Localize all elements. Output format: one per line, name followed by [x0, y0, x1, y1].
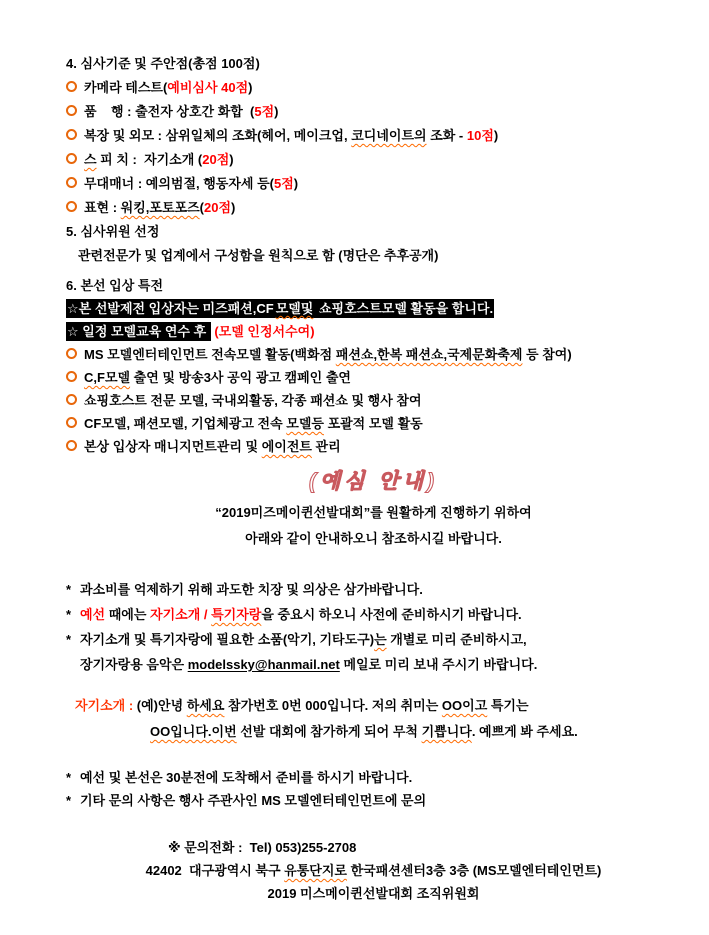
note-line — [66, 652, 681, 677]
heading-line — [66, 220, 681, 244]
title-line — [66, 466, 681, 500]
text-segment: 자기소개 / — [150, 607, 212, 622]
text-segment: CF모델, 패션모델, 기업체광고 전속 — [84, 416, 287, 431]
text-segment: OO이고 — [441, 698, 488, 713]
text-segment: 모델등 — [286, 416, 324, 431]
text-segment: ※ 문의전화 : Tel) 053)255-2708 — [168, 840, 357, 855]
text-segment: 워킹,포토포즈 — [120, 200, 200, 215]
section-arrival — [66, 766, 681, 812]
highlight-line — [66, 297, 681, 320]
text-segment: ) — [231, 200, 236, 215]
center-line — [66, 882, 681, 905]
indent-line — [66, 244, 681, 268]
text-segment: 특기는 — [487, 698, 529, 713]
bullet-line — [66, 412, 681, 435]
text-segment: 5점 — [273, 176, 294, 191]
bullet-line — [66, 343, 681, 366]
text-segment: 5. 심사위원 선정 — [66, 224, 160, 239]
center-line — [66, 500, 681, 526]
text-segment: 20점 — [202, 152, 230, 167]
text-segment: C,F모델 — [84, 370, 131, 385]
text-segment: 카메라 테스트( — [84, 80, 168, 95]
bullet-line — [66, 148, 681, 172]
center-line — [66, 859, 681, 882]
circle-bullet-icon — [66, 105, 77, 116]
section-footer — [66, 836, 681, 905]
bullet-line — [66, 196, 681, 220]
text-segment: 자기소개 : — [75, 698, 137, 713]
bullet-line — [66, 435, 681, 458]
circle-bullet-icon — [66, 371, 77, 382]
bullet-line — [66, 100, 681, 124]
circle-bullet-icon — [66, 153, 77, 164]
circle-bullet-icon — [66, 417, 77, 428]
text-segment: 포괄적 모델 활동 — [323, 416, 423, 431]
text-segment: 무대매너 : 예의범절, 행동자세 등( — [84, 176, 274, 191]
bullet-line — [66, 366, 681, 389]
text-segment: MS 모델엔터테인먼트 전속모델 활동(백화점 — [84, 347, 336, 362]
text-segment: 관련전문가 및 업계에서 구성함을 원칙으로 함 (명단은 추후공개) — [78, 248, 439, 263]
circle-bullet-icon — [66, 129, 77, 140]
text-segment: 5점 — [254, 104, 275, 119]
text-segment: 때에는 — [105, 607, 151, 622]
bullet-line — [66, 389, 681, 412]
text-segment: 하세요 — [186, 698, 225, 713]
center-line — [66, 526, 681, 552]
text-segment: 한국패션센터3층 3층 (MS모델엔터테인먼트) — [346, 863, 602, 878]
text-segment: ) — [493, 128, 499, 143]
text-segment: 쇼핑호스트 전문 모델, 국내외활동, 각종 패션쇼 및 행사 참여 — [84, 393, 422, 408]
text-segment: 2019 미스메이퀸선발대회 조직위원회 — [267, 886, 480, 901]
text-segment: 예선 — [80, 607, 106, 622]
text-segment: 에이전트 — [261, 439, 312, 454]
example-line — [66, 719, 681, 745]
text-segment: “2019미즈메이퀸선발대회”를 원활하게 진행하기 위하여 — [215, 505, 532, 520]
section-notice — [66, 466, 681, 552]
text-segment: 을 중요시 하오니 사전에 준비하시기 바랍니다. — [261, 607, 522, 622]
text-segment: ) — [248, 80, 253, 95]
text-segment: ( — [199, 200, 204, 215]
circle-bullet-icon — [66, 440, 77, 451]
text-segment: 20점 — [203, 200, 232, 215]
asterisk-bullet: * — [66, 793, 72, 808]
asterisk-bullet: * — [66, 607, 72, 622]
text-segment: ) — [274, 104, 279, 119]
text-segment: ☆본 선발제전 입상자는 미즈패션,CF — [67, 301, 274, 316]
star-line — [66, 789, 681, 812]
text-segment: 특기자랑 — [211, 607, 262, 622]
text-segment: (모델 인정서수여) — [214, 324, 315, 339]
asterisk-bullet: * — [66, 770, 72, 785]
star-line — [66, 602, 681, 627]
text-segment: 등 참여) — [522, 347, 572, 362]
text-segment: 유통단지로 — [284, 863, 347, 878]
text-segment: OO입니다.이번 — [150, 724, 237, 739]
asterisk-bullet: * — [66, 582, 72, 597]
section-intro — [66, 693, 681, 745]
section-guidelines — [66, 577, 681, 677]
text-segment: 자기소개 및 특기자랑에 필요한 소품(악기, 기타도구) — [80, 632, 375, 647]
section-benefits — [66, 274, 681, 458]
bullet-line — [66, 172, 681, 196]
circle-bullet-icon — [66, 201, 77, 212]
text-segment: 관리 — [311, 439, 341, 454]
circle-bullet-icon — [66, 348, 77, 359]
foot-line — [66, 836, 681, 859]
text-segment: 모델및 — [275, 301, 314, 316]
text-segment: 예선 및 본선은 30분전에 도착해서 준비를 하시기 바랍니다. — [80, 770, 413, 785]
highlight-line — [66, 320, 681, 343]
text-segment: 는 — [374, 632, 387, 647]
text-segment: 선발 대회에 참가하게 되어 무척 — [236, 724, 422, 739]
star-line — [66, 577, 681, 602]
text-segment: 42402 대구광역시 북구 — [145, 863, 285, 878]
text-segment: . 예쁘게 봐 주세요. — [471, 724, 578, 739]
star-line — [66, 627, 681, 652]
section-judging — [66, 52, 681, 268]
bullet-line — [66, 76, 681, 100]
text-segment: 패션쇼,한복 패션쇼,국제문화축제 — [335, 347, 523, 362]
text-segment: 참가번호 0번 000입니다. 저의 취미는 — [224, 698, 442, 713]
text-segment: 6. 본선 입상 특전 — [66, 278, 164, 293]
heading-line — [66, 52, 681, 76]
label-line — [66, 693, 681, 719]
text-segment: 출연 및 방송3사 공익 광고 캠페인 출연 — [130, 370, 351, 385]
email-link[interactable]: modelssky@hanmail.net — [187, 657, 340, 672]
text-segment: 본상 입상자 매니지먼트관리 및 — [84, 439, 262, 454]
star-line — [66, 766, 681, 789]
text-segment: 4. 심사기준 및 주안점(총점 100점) — [66, 56, 260, 71]
circle-bullet-icon — [66, 177, 77, 188]
text-segment: 품 행 : 출전자 상호간 화합 ( — [84, 104, 255, 119]
text-segment: 스 — [84, 152, 97, 167]
text-segment: ☆ 일정 모델교육 연수 후 — [67, 324, 210, 339]
text-segment: 복장 및 외모 : 삼위일체의 조화(헤어, 메이크업, — [84, 128, 352, 143]
text-segment: 코디네이트의 — [351, 128, 427, 143]
text-segment: 10점 — [466, 128, 494, 143]
text-segment: ) — [229, 152, 234, 167]
text-segment: 아래와 같이 안내하오니 참조하시길 바랍니다. — [245, 531, 502, 546]
text-segment: 장기자랑용 음악은 — [80, 657, 188, 672]
text-segment: (예)안녕 — [136, 698, 187, 713]
text-segment: (예심 안내) — [309, 470, 438, 493]
circle-bullet-icon — [66, 81, 77, 92]
text-segment: 표현 : — [84, 200, 121, 215]
text-segment: 개별로 미리 준비하시고, — [386, 632, 527, 647]
text-segment: 기타 문의 사항은 행사 주관사인 MS 모델엔터테인먼트에 문의 — [80, 793, 427, 808]
text-segment: 쇼핑호스트모델 활동을 합니다. — [315, 301, 494, 316]
text-segment: 조화 - — [426, 128, 467, 143]
text-segment: 과소비를 억제하기 위해 과도한 치장 및 의상은 삼가바랍니다. — [80, 582, 423, 597]
asterisk-bullet: * — [66, 632, 72, 647]
text-segment: 기쁩니다 — [421, 724, 472, 739]
text-segment: 메일로 미리 보내 주시기 바랍니다. — [339, 657, 538, 672]
text-segment: ) — [293, 176, 299, 191]
bullet-line — [66, 124, 681, 148]
heading-line — [66, 274, 681, 297]
text-segment: 피 치 : 자기소개 ( — [96, 152, 203, 167]
circle-bullet-icon — [66, 394, 77, 405]
text-segment: 예비심사 40점 — [167, 80, 249, 95]
